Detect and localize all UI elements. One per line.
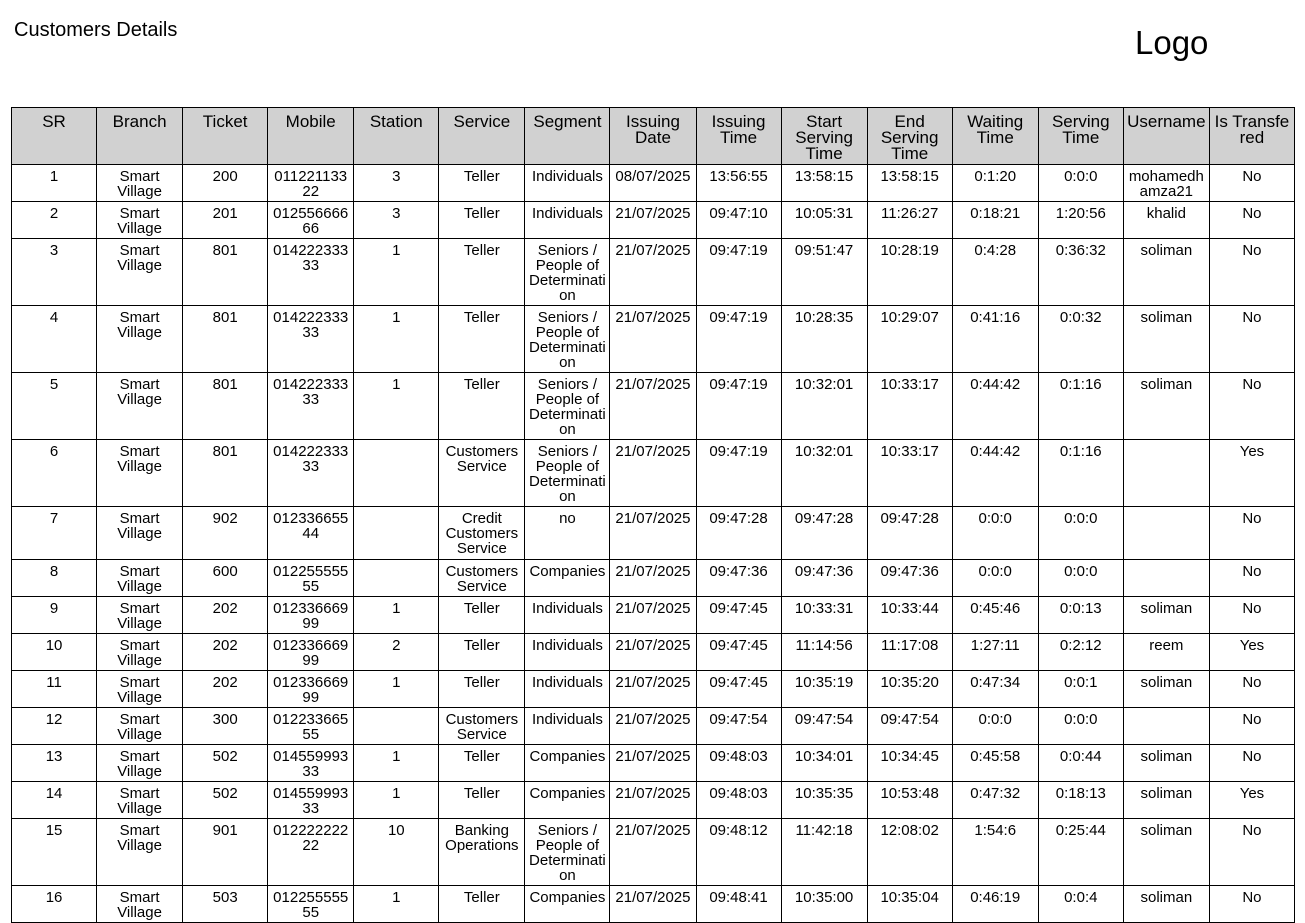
cell-is-transfered: No [1209, 507, 1294, 560]
cell-ticket: 502 [183, 782, 268, 819]
cell-username: soliman [1123, 745, 1209, 782]
cell-branch: Smart Village [97, 819, 183, 886]
cell-sr: 1 [12, 165, 97, 202]
cell-serving-time: 0:0:1 [1038, 671, 1123, 708]
cell-waiting-time: 0:0:0 [952, 507, 1038, 560]
cell-sr: 6 [12, 440, 97, 507]
cell-waiting-time: 1:27:11 [952, 634, 1038, 671]
cell-username: soliman [1123, 886, 1209, 923]
cell-station: 1 [354, 671, 439, 708]
cell-start-serving-time: 10:28:35 [781, 306, 867, 373]
cell-end-serving-time: 10:33:17 [867, 373, 952, 440]
cell-waiting-time: 0:47:34 [952, 671, 1038, 708]
cell-start-serving-time: 11:42:18 [781, 819, 867, 886]
cell-waiting-time: 0:44:42 [952, 440, 1038, 507]
cell-is-transfered: Yes [1209, 782, 1294, 819]
cell-segment: Seniors / People of Determination [525, 239, 610, 306]
cell-username: mohamedhamza21 [1123, 165, 1209, 202]
cell-start-serving-time: 09:47:28 [781, 507, 867, 560]
cell-service: Customers Service [439, 560, 525, 597]
page-title: Customers Details [14, 19, 178, 41]
cell-serving-time: 0:2:12 [1038, 634, 1123, 671]
cell-service: Credit Customers Service [439, 507, 525, 560]
column-header-sr: SR [12, 108, 97, 165]
cell-ticket: 202 [183, 597, 268, 634]
cell-sr: 5 [12, 373, 97, 440]
cell-ticket: 902 [183, 507, 268, 560]
cell-issuing-date: 21/07/2025 [610, 634, 696, 671]
cell-waiting-time: 0:44:42 [952, 373, 1038, 440]
cell-start-serving-time: 10:35:35 [781, 782, 867, 819]
cell-username: reem [1123, 634, 1209, 671]
cell-sr: 13 [12, 745, 97, 782]
cell-segment: Seniors / People of Determination [525, 373, 610, 440]
cell-issuing-date: 21/07/2025 [610, 745, 696, 782]
customers-table [11, 107, 1295, 923]
cell-mobile: 01422233333 [268, 373, 354, 440]
cell-branch: Smart Village [97, 634, 183, 671]
cell-is-transfered: Yes [1209, 634, 1294, 671]
cell-is-transfered: No [1209, 745, 1294, 782]
column-header-start-serving-time: Start Serving Time [781, 108, 867, 165]
cell-mobile: 01422233333 [268, 239, 354, 306]
cell-segment: Companies [525, 745, 610, 782]
column-header-waiting-time: Waiting Time [952, 108, 1038, 165]
table-row [12, 560, 1295, 597]
table-row [12, 634, 1295, 671]
cell-start-serving-time: 10:34:01 [781, 745, 867, 782]
cell-service: Teller [439, 239, 525, 306]
cell-username: soliman [1123, 671, 1209, 708]
cell-end-serving-time: 09:47:36 [867, 560, 952, 597]
cell-station: 1 [354, 597, 439, 634]
cell-station: 1 [354, 306, 439, 373]
cell-service: Teller [439, 782, 525, 819]
cell-username: khalid [1123, 202, 1209, 239]
cell-branch: Smart Village [97, 708, 183, 745]
cell-start-serving-time: 09:47:36 [781, 560, 867, 597]
cell-mobile: 01223366555 [268, 708, 354, 745]
cell-waiting-time: 0:45:46 [952, 597, 1038, 634]
table-row [12, 708, 1295, 745]
cell-serving-time: 0:0:0 [1038, 708, 1123, 745]
cell-issuing-date: 21/07/2025 [610, 440, 696, 507]
cell-serving-time: 0:18:13 [1038, 782, 1123, 819]
cell-sr: 11 [12, 671, 97, 708]
cell-ticket: 202 [183, 671, 268, 708]
cell-service: Teller [439, 202, 525, 239]
cell-start-serving-time: 11:14:56 [781, 634, 867, 671]
cell-serving-time: 0:0:0 [1038, 560, 1123, 597]
column-header-mobile: Mobile [268, 108, 354, 165]
cell-issuing-date: 21/07/2025 [610, 306, 696, 373]
table-body [12, 165, 1295, 923]
cell-segment: no [525, 507, 610, 560]
cell-sr: 16 [12, 886, 97, 923]
cell-ticket: 201 [183, 202, 268, 239]
table-row [12, 440, 1295, 507]
cell-issuing-date: 21/07/2025 [610, 239, 696, 306]
table-row [12, 507, 1295, 560]
cell-segment: Companies [525, 886, 610, 923]
table-row [12, 819, 1295, 886]
column-header-ticket: Ticket [183, 108, 268, 165]
cell-segment: Individuals [525, 165, 610, 202]
cell-is-transfered: No [1209, 202, 1294, 239]
cell-end-serving-time: 12:08:02 [867, 819, 952, 886]
column-header-serving-time: Serving Time [1038, 108, 1123, 165]
cell-issuing-time: 09:47:19 [696, 373, 781, 440]
cell-segment: Individuals [525, 202, 610, 239]
cell-serving-time: 0:1:16 [1038, 373, 1123, 440]
cell-branch: Smart Village [97, 440, 183, 507]
column-header-issuing-time: Issuing Time [696, 108, 781, 165]
cell-ticket: 300 [183, 708, 268, 745]
cell-end-serving-time: 09:47:28 [867, 507, 952, 560]
cell-issuing-time: 09:47:45 [696, 597, 781, 634]
cell-branch: Smart Village [97, 239, 183, 306]
cell-sr: 10 [12, 634, 97, 671]
cell-service: Teller [439, 886, 525, 923]
cell-mobile: 01422233333 [268, 440, 354, 507]
cell-username: soliman [1123, 597, 1209, 634]
cell-issuing-date: 08/07/2025 [610, 165, 696, 202]
cell-serving-time: 0:0:0 [1038, 507, 1123, 560]
cell-start-serving-time: 13:58:15 [781, 165, 867, 202]
cell-station [354, 440, 439, 507]
cell-service: Teller [439, 671, 525, 708]
cell-username: soliman [1123, 373, 1209, 440]
cell-branch: Smart Village [97, 745, 183, 782]
cell-is-transfered: No [1209, 306, 1294, 373]
cell-end-serving-time: 10:33:44 [867, 597, 952, 634]
cell-branch: Smart Village [97, 597, 183, 634]
cell-branch: Smart Village [97, 165, 183, 202]
cell-sr: 9 [12, 597, 97, 634]
table-row [12, 373, 1295, 440]
cell-issuing-time: 13:56:55 [696, 165, 781, 202]
cell-issuing-time: 09:47:45 [696, 671, 781, 708]
cell-station: 1 [354, 782, 439, 819]
cell-start-serving-time: 10:33:31 [781, 597, 867, 634]
cell-waiting-time: 0:1:20 [952, 165, 1038, 202]
cell-service: Teller [439, 306, 525, 373]
cell-issuing-time: 09:47:28 [696, 507, 781, 560]
cell-end-serving-time: 11:17:08 [867, 634, 952, 671]
cell-station [354, 560, 439, 597]
cell-mobile: 01422233333 [268, 306, 354, 373]
cell-station [354, 507, 439, 560]
cell-segment: Individuals [525, 634, 610, 671]
cell-issuing-time: 09:47:10 [696, 202, 781, 239]
cell-mobile: 01455999333 [268, 745, 354, 782]
cell-is-transfered: No [1209, 886, 1294, 923]
cell-start-serving-time: 10:05:31 [781, 202, 867, 239]
cell-is-transfered: Yes [1209, 440, 1294, 507]
cell-service: Teller [439, 745, 525, 782]
table-row [12, 671, 1295, 708]
cell-ticket: 801 [183, 440, 268, 507]
cell-is-transfered: No [1209, 373, 1294, 440]
column-header-issuing-date: Issuing Date [610, 108, 696, 165]
cell-mobile: 01225555555 [268, 886, 354, 923]
cell-mobile: 01455999333 [268, 782, 354, 819]
cell-issuing-time: 09:47:19 [696, 306, 781, 373]
cell-mobile: 01122113322 [268, 165, 354, 202]
cell-issuing-date: 21/07/2025 [610, 597, 696, 634]
cell-branch: Smart Village [97, 886, 183, 923]
cell-mobile: 01255666666 [268, 202, 354, 239]
cell-is-transfered: No [1209, 708, 1294, 745]
cell-station: 1 [354, 239, 439, 306]
cell-start-serving-time: 09:51:47 [781, 239, 867, 306]
cell-end-serving-time: 09:47:54 [867, 708, 952, 745]
cell-ticket: 503 [183, 886, 268, 923]
cell-station: 3 [354, 165, 439, 202]
cell-issuing-date: 21/07/2025 [610, 202, 696, 239]
cell-issuing-date: 21/07/2025 [610, 671, 696, 708]
table-row [12, 239, 1295, 306]
table-row [12, 165, 1295, 202]
cell-waiting-time: 1:54:6 [952, 819, 1038, 886]
cell-segment: Individuals [525, 671, 610, 708]
cell-waiting-time: 0:45:58 [952, 745, 1038, 782]
cell-username: soliman [1123, 239, 1209, 306]
cell-segment: Individuals [525, 708, 610, 745]
cell-start-serving-time: 10:32:01 [781, 440, 867, 507]
cell-sr: 3 [12, 239, 97, 306]
cell-serving-time: 0:0:44 [1038, 745, 1123, 782]
cell-waiting-time: 0:0:0 [952, 708, 1038, 745]
cell-station: 3 [354, 202, 439, 239]
cell-segment: Companies [525, 560, 610, 597]
cell-sr: 12 [12, 708, 97, 745]
cell-username: soliman [1123, 819, 1209, 886]
cell-station: 1 [354, 745, 439, 782]
cell-issuing-date: 21/07/2025 [610, 507, 696, 560]
cell-branch: Smart Village [97, 202, 183, 239]
cell-issuing-time: 09:48:12 [696, 819, 781, 886]
cell-ticket: 901 [183, 819, 268, 886]
cell-service: Teller [439, 597, 525, 634]
cell-is-transfered: No [1209, 239, 1294, 306]
cell-is-transfered: No [1209, 819, 1294, 886]
cell-branch: Smart Village [97, 373, 183, 440]
cell-issuing-date: 21/07/2025 [610, 708, 696, 745]
column-header-branch: Branch [97, 108, 183, 165]
cell-ticket: 200 [183, 165, 268, 202]
cell-mobile: 01233666999 [268, 597, 354, 634]
cell-end-serving-time: 10:35:04 [867, 886, 952, 923]
cell-is-transfered: No [1209, 597, 1294, 634]
cell-mobile: 01233666999 [268, 634, 354, 671]
cell-sr: 7 [12, 507, 97, 560]
cell-issuing-time: 09:48:03 [696, 782, 781, 819]
cell-issuing-date: 21/07/2025 [610, 782, 696, 819]
cell-station: 2 [354, 634, 439, 671]
cell-mobile: 01233666999 [268, 671, 354, 708]
column-header-end-serving-time: End Serving Time [867, 108, 952, 165]
cell-branch: Smart Village [97, 671, 183, 708]
table-row [12, 306, 1295, 373]
cell-sr: 2 [12, 202, 97, 239]
cell-end-serving-time: 10:29:07 [867, 306, 952, 373]
cell-issuing-date: 21/07/2025 [610, 373, 696, 440]
column-header-service: Service [439, 108, 525, 165]
cell-mobile: 01222222222 [268, 819, 354, 886]
column-header-is-transfered: Is Transfered [1209, 108, 1294, 165]
cell-serving-time: 0:0:4 [1038, 886, 1123, 923]
cell-segment: Seniors / People of Determination [525, 306, 610, 373]
cell-username: soliman [1123, 306, 1209, 373]
cell-issuing-time: 09:47:45 [696, 634, 781, 671]
cell-ticket: 801 [183, 239, 268, 306]
cell-ticket: 801 [183, 373, 268, 440]
cell-ticket: 801 [183, 306, 268, 373]
cell-service: Banking Operations [439, 819, 525, 886]
cell-station: 10 [354, 819, 439, 886]
column-header-segment: Segment [525, 108, 610, 165]
cell-serving-time: 0:0:13 [1038, 597, 1123, 634]
cell-start-serving-time: 09:47:54 [781, 708, 867, 745]
cell-serving-time: 0:36:32 [1038, 239, 1123, 306]
cell-serving-time: 0:0:32 [1038, 306, 1123, 373]
cell-service: Teller [439, 634, 525, 671]
cell-start-serving-time: 10:35:19 [781, 671, 867, 708]
cell-start-serving-time: 10:35:00 [781, 886, 867, 923]
cell-station: 1 [354, 373, 439, 440]
cell-sr: 8 [12, 560, 97, 597]
cell-sr: 4 [12, 306, 97, 373]
cell-issuing-date: 21/07/2025 [610, 886, 696, 923]
cell-segment: Individuals [525, 597, 610, 634]
cell-segment: Seniors / People of Determination [525, 440, 610, 507]
cell-username [1123, 440, 1209, 507]
table-row [12, 597, 1295, 634]
cell-ticket: 202 [183, 634, 268, 671]
cell-end-serving-time: 10:35:20 [867, 671, 952, 708]
cell-issuing-time: 09:47:19 [696, 239, 781, 306]
cell-issuing-time: 09:47:36 [696, 560, 781, 597]
cell-mobile: 01225555555 [268, 560, 354, 597]
cell-issuing-time: 09:47:54 [696, 708, 781, 745]
cell-sr: 14 [12, 782, 97, 819]
table-row [12, 782, 1295, 819]
cell-username: soliman [1123, 782, 1209, 819]
table-row [12, 745, 1295, 782]
cell-end-serving-time: 10:33:17 [867, 440, 952, 507]
cell-end-serving-time: 10:28:19 [867, 239, 952, 306]
cell-end-serving-time: 10:34:45 [867, 745, 952, 782]
cell-end-serving-time: 13:58:15 [867, 165, 952, 202]
cell-service: Teller [439, 165, 525, 202]
cell-waiting-time: 0:4:28 [952, 239, 1038, 306]
cell-waiting-time: 0:0:0 [952, 560, 1038, 597]
column-header-username: Username [1123, 108, 1209, 165]
cell-start-serving-time: 10:32:01 [781, 373, 867, 440]
cell-ticket: 600 [183, 560, 268, 597]
cell-end-serving-time: 11:26:27 [867, 202, 952, 239]
cell-is-transfered: No [1209, 560, 1294, 597]
table-header-row [12, 108, 1295, 165]
cell-service: Teller [439, 373, 525, 440]
cell-branch: Smart Village [97, 306, 183, 373]
cell-branch: Smart Village [97, 507, 183, 560]
cell-ticket: 502 [183, 745, 268, 782]
cell-service: Customers Service [439, 440, 525, 507]
cell-segment: Companies [525, 782, 610, 819]
cell-branch: Smart Village [97, 782, 183, 819]
cell-mobile: 01233665544 [268, 507, 354, 560]
cell-username [1123, 507, 1209, 560]
cell-issuing-date: 21/07/2025 [610, 560, 696, 597]
cell-is-transfered: No [1209, 165, 1294, 202]
table-row [12, 886, 1295, 923]
cell-end-serving-time: 10:53:48 [867, 782, 952, 819]
cell-is-transfered: No [1209, 671, 1294, 708]
cell-waiting-time: 0:47:32 [952, 782, 1038, 819]
cell-username [1123, 708, 1209, 745]
cell-issuing-time: 09:48:03 [696, 745, 781, 782]
cell-issuing-time: 09:47:19 [696, 440, 781, 507]
logo: Logo [1135, 24, 1209, 61]
table-row [12, 202, 1295, 239]
cell-branch: Smart Village [97, 560, 183, 597]
cell-username [1123, 560, 1209, 597]
cell-sr: 15 [12, 819, 97, 886]
cell-serving-time: 0:25:44 [1038, 819, 1123, 886]
cell-issuing-time: 09:48:41 [696, 886, 781, 923]
cell-waiting-time: 0:41:16 [952, 306, 1038, 373]
column-header-station: Station [354, 108, 439, 165]
cell-issuing-date: 21/07/2025 [610, 819, 696, 886]
cell-station [354, 708, 439, 745]
cell-serving-time: 1:20:56 [1038, 202, 1123, 239]
cell-service: Customers Service [439, 708, 525, 745]
cell-station: 1 [354, 886, 439, 923]
cell-segment: Seniors / People of Determination [525, 819, 610, 886]
cell-waiting-time: 0:18:21 [952, 202, 1038, 239]
cell-waiting-time: 0:46:19 [952, 886, 1038, 923]
cell-serving-time: 0:0:0 [1038, 165, 1123, 202]
cell-serving-time: 0:1:16 [1038, 440, 1123, 507]
